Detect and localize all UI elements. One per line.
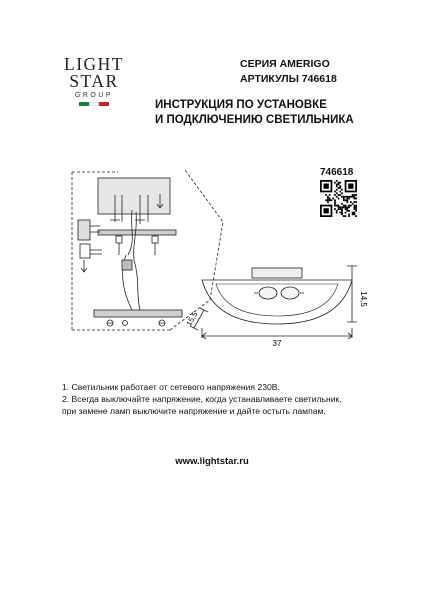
italian-flag-icon [79, 102, 109, 106]
brand-logo [62, 56, 126, 122]
dimension-depth: 15,5 [184, 310, 200, 328]
model-code: 746618 [320, 167, 354, 178]
flag-stripe-white [89, 102, 99, 106]
logo-word-star: STAR [69, 71, 119, 91]
series-name: СЕРИЯ AMERIGO [240, 58, 330, 70]
lamp-dimension-drawing [184, 238, 368, 350]
flag-stripe-green [79, 102, 89, 106]
safety-note-voltage: 1. Светильник работает от сетевого напряжения 230В. [62, 382, 280, 392]
website-link[interactable]: www.lightstar.ru [175, 456, 249, 467]
article-number: АРТИКУЛЫ 746618 [240, 73, 337, 85]
safety-note-cooldown: при замене ламп выключите напряжение и дайте остыть лампам. [62, 406, 326, 416]
title-line-1: ИНСТРУКЦИЯ ПО УСТАНОВКЕ [155, 99, 327, 111]
qr-code-icon [320, 180, 357, 217]
safety-note-power-off: 2. Всегда выключайте напряжение, когда устанавливаете светильник, [62, 394, 342, 404]
document-title [155, 98, 354, 128]
dimension-width: 37 [272, 339, 282, 348]
logo-word-light: LIGHT [64, 54, 124, 74]
flag-stripe-red [99, 102, 109, 106]
dimension-height: 14,5 [359, 291, 368, 307]
title-line-2: И ПОДКЛЮЧЕНИЮ СВЕТИЛЬНИКА [155, 114, 354, 126]
logo-word-group: GROUP [74, 92, 114, 99]
